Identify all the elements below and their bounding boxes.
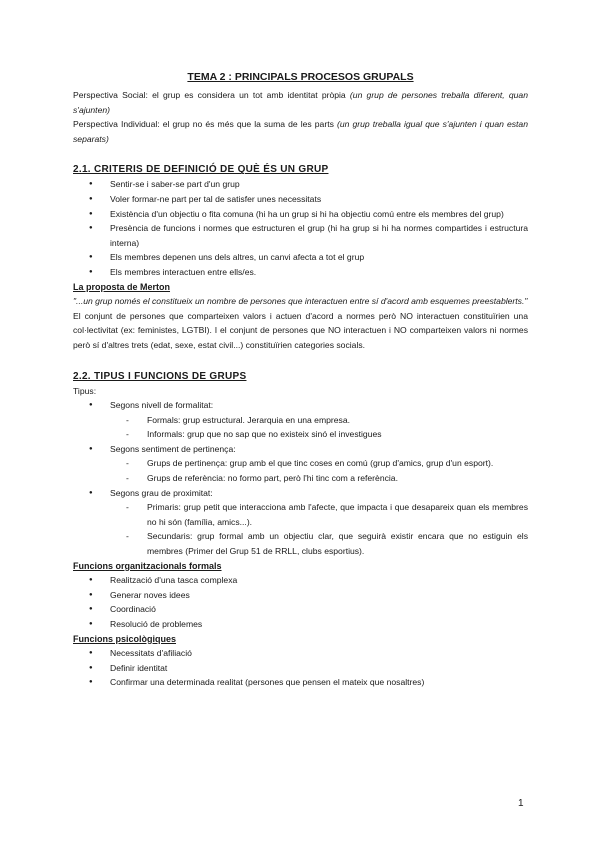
perspective-individual-text: Perspectiva Individual: el grup no és més que la suma de les parts [73, 119, 337, 130]
list-item: ● Coordinació [73, 602, 528, 617]
type-group-label: Segons grau de proximitat: [110, 487, 213, 498]
list-item: ● Sentir-se i saber-se part d'un grup [73, 177, 528, 192]
list-item: ● Realització d'una tasca complexa [73, 573, 528, 588]
sub-list-item: - Grups de pertinença: grup amb el que tinc coses en comú (grup d'amics, grup d'un esport). [73, 456, 528, 471]
document-title: TEMA 2 : PRINCIPALS PROCESOS GRUPALS [187, 71, 414, 83]
page-number: 1 [518, 798, 524, 809]
subheading-funcions-organitzacionals: Funcions organitzacionals formals [73, 560, 222, 571]
perspective-social [73, 88, 528, 117]
sub-list-item: - Secundaris: grup formal amb un objectiu clar, que seguirà existir encara que no estiguin els membres (Primer del Grup 51 de RRLL, clubs esportius). [73, 529, 528, 558]
sub-list-item: - Grups de referència: no formo part, però l'hi tinc com a referència. [73, 471, 528, 486]
subheading-merton: La proposta de Merton [73, 281, 171, 292]
type-group-label: Segons sentiment de pertinença: [110, 443, 236, 454]
sub-list-item: - Formals: grup estructural. Jerarquia en una empresa. [73, 413, 528, 428]
perspective-social-text: Perspectiva Social: el grup es considera un tot amb identitat pròpia [73, 90, 350, 100]
sub-list [73, 413, 528, 442]
list-item [73, 486, 528, 559]
merton-paragraph: El conjunt de persones que comparteixen valors i actuen d'acord a normes però NO interactuen constituïrien una col·lectivitat (ex: feministes, LGTBI). I el conjunt de persones que NO interactuen i NO comparteixen valors ni normes però sí d'altres trets (edat, sexe, estat civil...) constituïrien categories socials. [73, 310, 528, 350]
list-item [73, 398, 528, 442]
section-heading-criteris: 2.1. CRITERIS DE DEFINICIÓ DE QUÈ ÉS UN GRUP [73, 164, 329, 176]
perspective-social-note: (un grup de persones treballa diferent, quan s'ajunten) [73, 90, 528, 115]
list-item: ● Necessitats d'afiliació [73, 646, 528, 661]
list-item: ● Els membres interactuen entre ells/es. [73, 265, 528, 280]
list-item: ● Existència d'un objectiu o fita comuna (hi ha un grup si hi ha objectiu comú entre els membres del grup) [73, 207, 528, 222]
perspective-individual-note: (un grup treballa igual que s'ajunten i quan estan separats) [73, 119, 528, 144]
list-item [73, 442, 528, 486]
psi-functions-list [73, 646, 528, 690]
list-item: ● Voler formar-ne part per tal de satisfer unes necessitats [73, 192, 528, 207]
list-item: ● Generar noves idees [73, 588, 528, 603]
type-group-label: Segons nivell de formalitat: [110, 400, 214, 411]
sub-list-item: - Informals: grup que no sap que no existeix sinó el investigues [73, 427, 528, 442]
sub-list-item: - Primaris: grup petit que interacciona amb l'afecte, que impacta i que desapareix quan els membres no hi són (família, amics...). [73, 500, 528, 529]
list-item: ● Presència de funcions i normes que estructuren el grup (hi ha grup si hi ha normes compartides i estructura interna) [73, 221, 528, 250]
list-item: ● Resolució de problemes [73, 617, 528, 632]
document-page [73, 70, 528, 690]
list-item: ● Definir identitat [73, 661, 528, 676]
tipus-label: Tipus: [73, 385, 97, 396]
sub-list [73, 456, 528, 485]
merton-quote: "...un grup només el constitueix un nombre de persones que interactuen entre sí d'acord amb esquemes preestablerts." [73, 296, 528, 307]
types-list [73, 398, 528, 559]
section-heading-tipus: 2.2. TIPUS I FUNCIONS DE GRUPS [73, 370, 247, 382]
list-item: ● Confirmar una determinada realitat (persones que pensen el mateix que nosaltres) [73, 675, 528, 690]
criteria-list [73, 177, 528, 279]
subheading-funcions-psicologiques: Funcions psicològiques [73, 633, 177, 644]
org-functions-list [73, 573, 528, 631]
sub-list [73, 500, 528, 558]
list-item: ● Els membres depenen uns dels altres, un canvi afecta a tot el grup [73, 250, 528, 265]
perspective-individual [73, 117, 528, 146]
